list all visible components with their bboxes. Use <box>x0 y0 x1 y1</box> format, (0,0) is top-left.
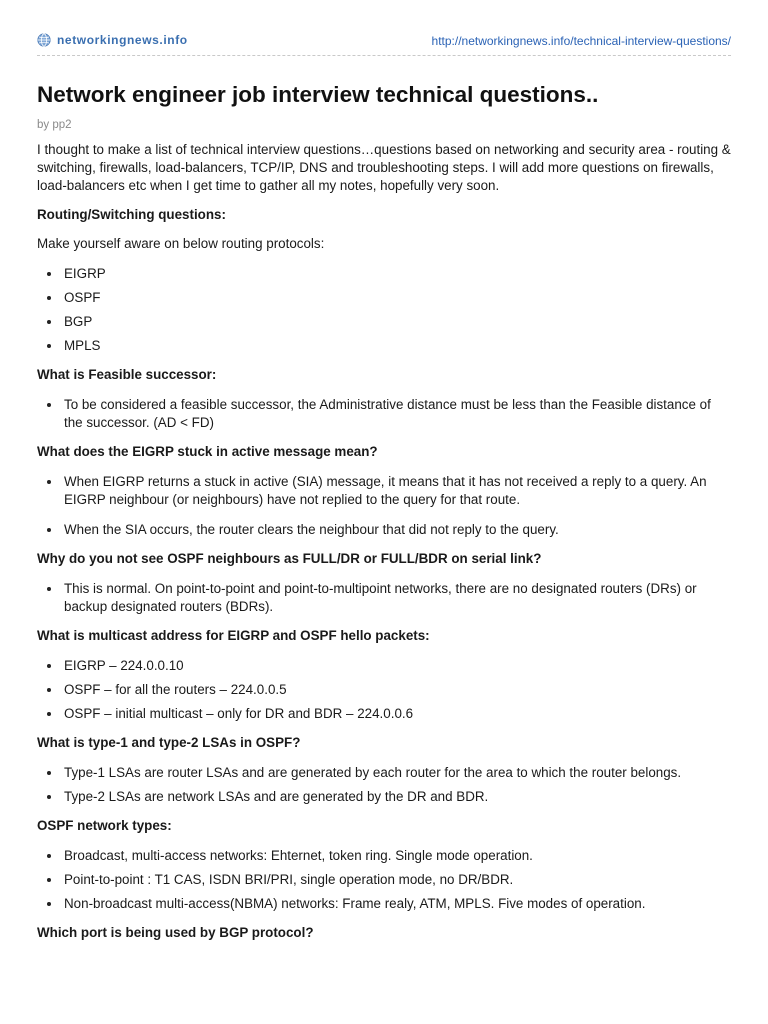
ospf-types-list <box>37 847 731 913</box>
intro-paragraph: I thought to make a list of technical interview questions…questions based on networking and security area - routing & switching, firewalls, load-balancers, TCP/IP, DNS and troubleshooting steps. I will add more questions on firewalls, load-balancers etc when I get time to gather all my notes, hopefully very soon. <box>37 142 731 193</box>
list-item: EIGRP <box>64 265 731 283</box>
list-item: When EIGRP returns a stuck in active (SIA) message, it means that it has not received a reply to a query. An EIGRP neighbour (or neighbours) have not replied to the query for that route. <box>64 473 731 509</box>
section-heading-ospf-full: Why do you not see OSPF neighbours as FULL/DR or FULL/BDR on serial link? <box>37 551 542 566</box>
list-item: Broadcast, multi-access networks: Ehternet, token ring. Single mode operation. <box>64 847 731 865</box>
section-heading-ospf-types: OSPF network types: <box>37 818 172 833</box>
page <box>37 0 731 942</box>
list-item: Type-1 LSAs are router LSAs and are generated by each router for the area to which the router belongs. <box>64 764 731 782</box>
list-item: This is normal. On point-to-point and point-to-multipoint networks, there are no designated routers (DRs) or backup designated routers (BDRs). <box>64 580 731 616</box>
sia-list <box>37 473 731 539</box>
list-item: Type-2 LSAs are network LSAs and are generated by the DR and BDR. <box>64 788 731 806</box>
page-url-link[interactable]: http://networkingnews.info/technical-interview-questions/ <box>431 34 731 48</box>
multicast-list <box>37 657 731 723</box>
section-heading-routing: Routing/Switching questions: <box>37 207 226 222</box>
routing-text: Make yourself aware on below routing protocols: <box>37 236 325 251</box>
header-divider <box>37 55 731 56</box>
list-item: When the SIA occurs, the router clears the neighbour that did not reply to the query. <box>64 521 731 539</box>
section-heading-lsa: What is type-1 and type-2 LSAs in OSPF? <box>37 735 301 750</box>
list-item: Non-broadcast multi-access(NBMA) networks: Frame realy, ATM, MPLS. Five modes of operation. <box>64 895 731 913</box>
section-heading-sia: What does the EIGRP stuck in active message mean? <box>37 444 378 459</box>
list-item: OSPF – for all the routers – 224.0.0.5 <box>64 681 731 699</box>
list-item: EIGRP – 224.0.0.10 <box>64 657 731 675</box>
list-item: To be considered a feasible successor, the Administrative distance must be less than the Feasible distance of the successor. (AD < FD) <box>64 396 731 432</box>
byline <box>37 119 731 131</box>
list-item: BGP <box>64 313 731 331</box>
list-item: OSPF – initial multicast – only for DR and BDR – 224.0.0.6 <box>64 705 731 723</box>
lsa-list <box>37 764 731 806</box>
list-item: MPLS <box>64 337 731 355</box>
site-name: networkingnews.info <box>57 33 188 47</box>
author-name: pp2 <box>52 119 72 131</box>
byline-prefix: by <box>37 119 50 131</box>
ospf-full-list <box>37 580 731 616</box>
routing-protocol-list <box>37 265 731 355</box>
feasible-list <box>37 396 731 432</box>
section-heading-feasible: What is Feasible successor: <box>37 367 217 382</box>
globe-icon <box>37 33 51 47</box>
section-heading-multicast: What is multicast address for EIGRP and OSPF hello packets: <box>37 628 430 643</box>
page-header <box>37 0 731 56</box>
list-item: Point-to-point : T1 CAS, ISDN BRI/PRI, single operation mode, no DR/BDR. <box>64 871 731 889</box>
site-brand[interactable] <box>37 33 188 47</box>
article-title: Network engineer job interview technical questions.. <box>37 82 599 107</box>
list-item: OSPF <box>64 289 731 307</box>
section-heading-bgp-port: Which port is being used by BGP protocol? <box>37 925 314 940</box>
